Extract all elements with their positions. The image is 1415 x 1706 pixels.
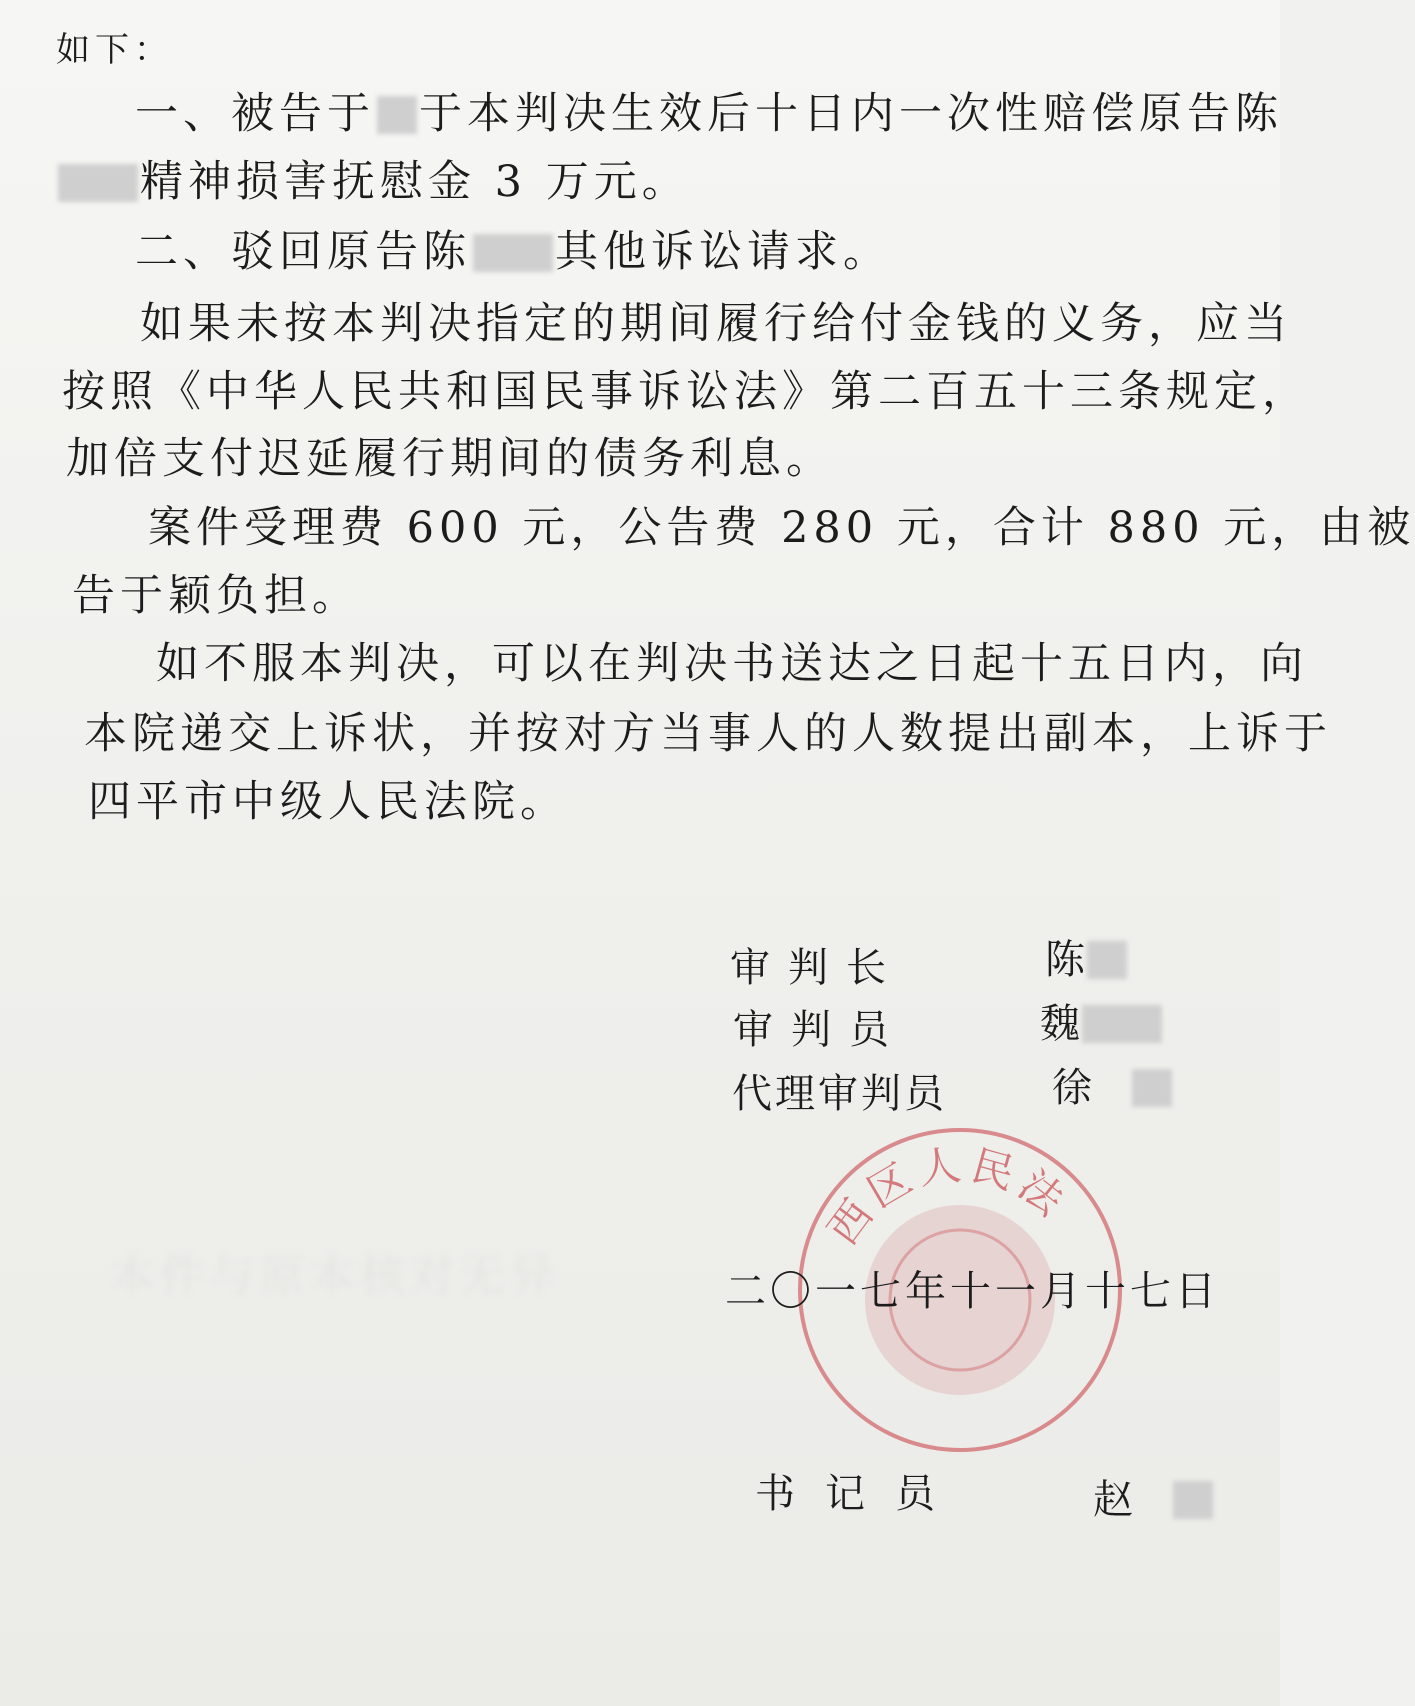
paragraph-line: 本院递交上诉状，并按对方当事人的人数提出副本，上诉于 <box>84 709 1332 759</box>
clerk-name: 赵 <box>1093 1468 1215 1525</box>
judgment-date: 二〇一七年十一月十七日 <box>725 1267 1220 1315</box>
intro-text: 如下： <box>56 30 173 70</box>
paragraph-line: 按照《中华人民共和国民事诉讼法》第二百五十三条规定， <box>62 367 1310 417</box>
ruling-item-1-cont: 精神损害抚慰金 3 万元。 <box>56 148 690 209</box>
paragraph-line: 加倍支付迟延履行期间的债务利息。 <box>66 434 834 484</box>
redaction <box>58 164 138 202</box>
acting-judge-title: 代理审判员 <box>732 1071 947 1117</box>
presiding-judge-name: 陈 <box>1045 928 1129 985</box>
watermark-text: 本件与原本核对无异 <box>110 1251 560 1302</box>
presiding-judge-title: 审判长 <box>730 945 904 991</box>
paragraph-line: 四平市中级人民法院。 <box>88 777 568 827</box>
paragraph-line: 如不服本判决，可以在判决书送达之日起十五日内，向 <box>156 639 1308 689</box>
clerk-title: 书记员 <box>755 1471 965 1517</box>
paragraph-line: 如果未按本判决指定的期间履行给付金钱的义务，应当 <box>140 299 1292 349</box>
svg-text:西区人民法: 西区人民法 <box>818 1139 1078 1254</box>
redaction <box>1082 1005 1162 1043</box>
judge-title: 审判员 <box>733 1007 907 1053</box>
redaction <box>1173 1481 1213 1519</box>
acting-judge-name: 徐 <box>1052 1056 1174 1113</box>
paragraph-line: 告于颖负担。 <box>72 571 360 621</box>
ruling-item-1: 一、被告于 于本判决生效后十日内一次性赔偿原告陈 <box>135 89 1283 139</box>
judge-name: 魏 <box>1040 992 1164 1049</box>
redaction <box>1132 1069 1172 1107</box>
paragraph-line: 案件受理费 600 元，公告费 280 元，合计 880 元，由被 <box>148 503 1415 553</box>
redaction <box>1087 941 1127 979</box>
redaction <box>377 96 417 134</box>
ruling-item-2: 二、驳回原告陈 其他诉讼请求。 <box>135 227 891 277</box>
redaction <box>473 234 553 272</box>
